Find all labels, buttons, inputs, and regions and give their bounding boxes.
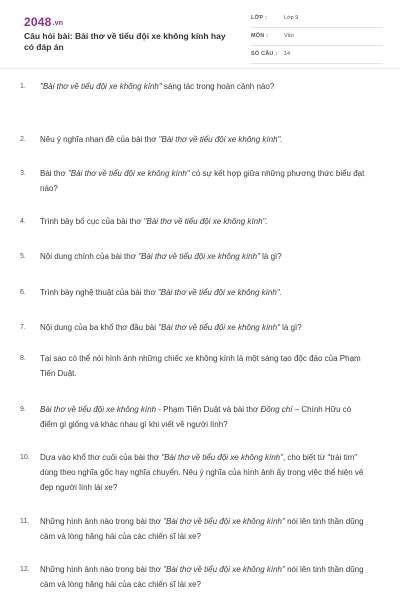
question-text-part: nói lên tinh thần dũng cảm và lòng hăng hái của các chiến sĩ lái xe? xyxy=(40,565,364,589)
meta-row-count xyxy=(251,48,383,64)
question-number: 12. xyxy=(20,566,30,573)
meta-value: Văn xyxy=(284,33,294,39)
question-item xyxy=(20,562,370,592)
question-number: 2. xyxy=(20,136,26,143)
question-text xyxy=(40,450,370,495)
question-text xyxy=(40,402,370,432)
question-text-italic: Bài thơ về tiểu đội xe không kính xyxy=(40,405,157,414)
question-number: 8. xyxy=(20,355,26,362)
question-text-italic: "Bài thơ về tiểu đội xe không kính" xyxy=(67,169,190,178)
header-divider xyxy=(0,68,400,69)
question-text-italic: "Bài thơ về tiểu đội xe không kính" xyxy=(163,517,285,526)
question-text-part: là gì? xyxy=(279,323,302,332)
meta-label: MÔN : xyxy=(251,33,269,39)
question-number: 1. xyxy=(20,83,26,90)
header xyxy=(0,0,400,68)
question-text-part: Dựa vào khổ thơ cuối của bài thơ xyxy=(40,453,162,462)
question-item xyxy=(20,320,370,335)
question-text-part: – Chính Hữu có điểm gì giống và khác nhau gì khi viết về người lính? xyxy=(40,405,352,429)
question-text xyxy=(40,562,370,592)
question-text-part: Nêu ý nghĩa nhan đề của bài thơ xyxy=(40,135,159,144)
site-logo[interactable] xyxy=(24,15,63,29)
question-item xyxy=(20,166,370,196)
question-text-italic: Đồng chí xyxy=(260,405,293,414)
question-text-italic: "Bài thơ về tiểu đội xe không kính". xyxy=(158,135,283,144)
question-text xyxy=(40,214,370,229)
question-number: 6. xyxy=(20,289,26,296)
question-text-part: Những hình ảnh nào trong bài thơ xyxy=(40,565,164,574)
question-text-part: , cho biết từ "trái tim" dùng theo nghĩa gốc hay nghĩa chuyển. Nêu ý nghĩa của hình ảnh ấy trong việc thể hiện vẻ đẹp người lính lái xe? xyxy=(40,453,364,492)
question-text-italic: "Bài thơ về tiểu đội xe không kính" xyxy=(163,565,285,574)
question-item xyxy=(20,132,370,147)
question-item xyxy=(20,351,370,381)
question-number: 9. xyxy=(20,406,26,413)
question-text xyxy=(40,249,370,264)
question-text-part: có sự kết hợp giữa những phương thức biểu đạt nào? xyxy=(40,169,365,193)
question-text-italic: "Bài thơ về tiểu đội xe không kính" xyxy=(158,323,280,332)
question-text-part: Nội dung của ba khổ thơ đầu bài xyxy=(40,323,159,332)
question-text xyxy=(40,285,370,300)
meta-row-class xyxy=(251,12,383,28)
question-text-italic: "Bài thơ về tiểu đội xe không kính" xyxy=(40,82,162,91)
document-title: Câu hỏi bài: Bài thơ về tiểu đội xe không kính hay có đáp án xyxy=(24,31,226,52)
meta-info xyxy=(251,12,383,66)
question-item xyxy=(20,402,370,432)
question-text-italic: "Bài thơ về tiểu đội xe không kính". xyxy=(143,217,268,226)
logo-suffix: .vn xyxy=(52,20,64,27)
question-text xyxy=(40,79,370,94)
question-number: 3. xyxy=(20,170,26,177)
question-item xyxy=(20,79,370,94)
question-text-part: Trình bày nghệ thuật của bài thơ xyxy=(40,288,158,297)
question-item xyxy=(20,249,370,264)
question-text-part: Trình bày bố cục của bài thơ xyxy=(40,217,144,226)
question-text-italic: "Bài thơ về tiểu đội xe không kính". xyxy=(157,288,282,297)
question-text xyxy=(40,320,370,335)
meta-value: Lớp 9 xyxy=(284,15,299,21)
question-text xyxy=(40,351,370,381)
question-text-italic: "Bài thơ về tiểu đội xe không kính" xyxy=(161,453,283,462)
question-text-part: là gì? xyxy=(259,252,282,261)
question-number: 7. xyxy=(20,324,26,331)
question-text-part: Những hình ảnh nào trong bài thơ xyxy=(40,517,164,526)
question-text-italic: "Bài thơ về tiểu đội xe không kính" xyxy=(138,252,260,261)
question-text-part: Bài thơ xyxy=(40,169,68,178)
question-text xyxy=(40,166,370,196)
question-item xyxy=(20,214,370,229)
logo-text: 2048 xyxy=(24,15,52,29)
meta-label: SỐ CÂU : xyxy=(251,51,278,57)
question-text-part: - Phạm Tiến Duật và bài thơ xyxy=(156,405,261,414)
question-text-part: sáng tác trong hoàn cảnh nào? xyxy=(161,82,275,91)
question-number: 4. xyxy=(20,218,26,225)
question-item xyxy=(20,514,370,544)
question-number: 5. xyxy=(20,253,26,260)
question-number: 11. xyxy=(20,518,30,525)
question-item xyxy=(20,450,370,495)
meta-value: 14 xyxy=(284,51,291,57)
question-number: 10. xyxy=(20,454,30,461)
meta-label: LỚP : xyxy=(251,15,267,21)
question-item xyxy=(20,285,370,300)
question-text xyxy=(40,132,370,147)
meta-row-subject xyxy=(251,30,383,46)
question-text-part: nói lên tinh thần dũng cảm và lòng hăng hái của các chiến sĩ lái xe? xyxy=(40,517,364,541)
question-text-part: Nội dung chính của bài thơ xyxy=(40,252,139,261)
question-text xyxy=(40,514,370,544)
question-text-part: Tại sao có thể nói hình ảnh những chiếc xe không kính là một sáng tạo độc đáo của Phạm Tiến Duật. xyxy=(40,354,361,378)
